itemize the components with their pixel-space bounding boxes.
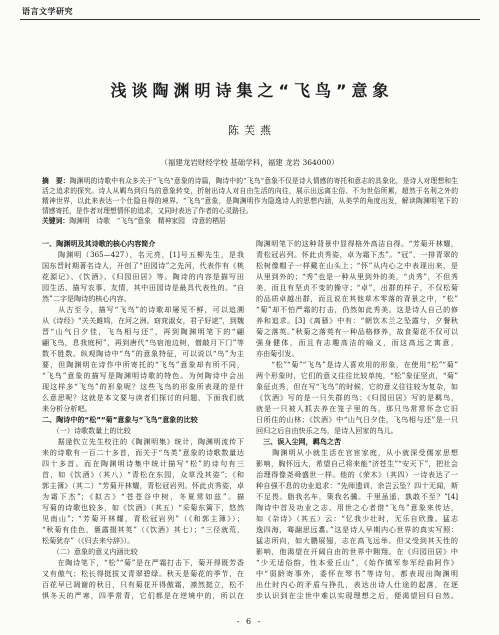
abstract-label: 摘 要： xyxy=(42,177,70,185)
text-line: 要，但陶渊明在诗作中所寄托的“飞鸟”意象却有所不同， xyxy=(42,360,244,369)
section-heading: 二、陶诗中的“松”“菊”意象与“飞鸟”意象的比较 xyxy=(42,415,198,424)
abstract-line xyxy=(42,206,458,216)
abstract-line xyxy=(42,196,458,206)
text-line: 日所住的山林；《饮酒》中“山气日夕佳，飞鸟相与还”是一只 xyxy=(256,415,458,424)
page-number: - 6 - xyxy=(236,617,263,626)
text-line: “少无适俗韵，性本爱丘山”，《始作镇军参军经曲阿作》 xyxy=(256,558,458,567)
text-line: 影响，胸怀远大，希望自己将来能“济苍生”“安天下”，把社会 xyxy=(256,459,458,468)
text-line: 首，如《饮酒》（其八）“青松在东园，众草没其姿”；《和 xyxy=(42,470,244,479)
text-line: 不足畏。脂我名车，策我名骥。千里虽遥，孰敢不至？”[4] xyxy=(256,492,458,501)
abstract-line xyxy=(42,176,458,186)
text-line: 美，而且有坚贞不变的操守；“卓”，出群的样子，不仅松菊 xyxy=(256,283,458,292)
text-line: 强身健体，而且有志趣高洁的喻义，而这高远之寓意， xyxy=(256,338,458,347)
abstract-text: 情感寄托，是作者对理想情怀的追求，又同时表达了作者的心灵路径。 xyxy=(42,207,253,215)
running-header: 语言文学研究 xyxy=(22,7,73,16)
abstract-text: 陶渊明的诗歌中有众多关于“飞鸟”意象的诗篇，陶诗中的“飞鸟”意象不仅是诗人情感的寄托和意志的具象化，是诗人对理想和生 xyxy=(69,177,459,185)
article-title: 浅谈陶渊明诗集之“飞鸟”意象 xyxy=(110,81,394,100)
text-line: 逸四海，骞翮思远翥。”这是诗人早期内心世界的真实写照： xyxy=(256,525,458,534)
text-line: 在陶诗笔下，“松”“菊”是在严霜打击下，菊开得既芳香 xyxy=(42,558,244,567)
text-line: 松树像帽子一样戴在山头上；“怀”从内心之中表现出来，是 xyxy=(256,261,458,270)
text-line: 翩飞鸟，息我庭柯”，再到唐代“鸟宿池边树，僧敲月下门”等 xyxy=(42,338,244,347)
section-heading: 三、误入尘网，羁鸟之苦 xyxy=(256,437,342,446)
text-line: 陶渊明笔下的这种背景中显得格外高洁自得。“芳菊开林耀， xyxy=(256,239,458,248)
text-line: 《饮酒》写的是一只失群的鸟；《归园田居》写的是羁鸟， xyxy=(256,393,458,402)
text-line: 百花早已凋谢的秋日，只有菊花开得傲霜，凛然挺立，松不 xyxy=(42,580,244,589)
text-line: 两个形象时，它们的意义往往比较单纯，“松”象征坚贞，“菊” xyxy=(256,371,458,380)
abstract-block xyxy=(42,176,458,226)
left-column xyxy=(42,238,244,601)
text-line: 又有傲气；松长得挺拔又青翠碧绿。秋天是菊花的季节，在 xyxy=(42,569,244,578)
text-line: 种自强不息的功业追求：“先师遗训，余岂云坠？四十无闻，斯 xyxy=(256,481,458,490)
text-line: 来的诗歌有一百二十多首，而关于“鸟类”意象的诗歌数量达 xyxy=(42,448,244,457)
text-line: 菊之落英。”秋菊之落英有一种品格修养，故食菊花不仅可以 xyxy=(256,327,458,336)
text-line: “菊”却不怕严霜的打击，仍然如此秀美。这是诗人自己的修 xyxy=(256,305,458,314)
header-rule xyxy=(20,19,480,20)
abstract-text: 精神世界，以此来表达一个仕隐自得的境界。“飞鸟”意象，是陶渊明作为隐逸诗人的思想内涵，从美学的角度出发，解读陶渊明笔下的 xyxy=(42,197,458,205)
text-line: 惧冬天的严寒，四季常青，它们都是在逆境中的，所以在 xyxy=(42,591,244,600)
text-line: 花源记》、《饮酒》、《归园田居》等。陶诗的内容是描写田 xyxy=(42,272,244,281)
text-line: 从里到外的；“秀”也是一种从里到外的美，“贞秀”，不但秀 xyxy=(256,272,458,281)
text-line: 猛志所向，如大鹏展翅，志在高飞远举。但又受到其天性的 xyxy=(256,536,458,545)
keywords-label: 关键词： xyxy=(42,217,70,225)
text-line: 陶渊明从小就生活在官宦家庭，从小就深受儒家思想 xyxy=(256,448,458,457)
text-line: 治理得像尧舜盛世一样。他的《荣木》（其四）一诗表达了一 xyxy=(256,470,458,479)
text-line: 见南山”；“芳菊开林耀，青松冠岩列”（《和郭主簿》）； xyxy=(42,514,244,523)
text-line: 据逯钦立先生校注的《陶渊明集》统计，陶渊明流传下 xyxy=(42,437,244,446)
text-line: 晋“山气日夕佳，飞鸟相与还”，再到陶渊明笔下的“翩 xyxy=(42,327,244,336)
section-heading: 一、陶渊明及其诗歌的核心内容简介 xyxy=(42,239,156,248)
text-line: 步认识到在尘世中难以实现理想之后，便渴望回归自然。 xyxy=(256,591,458,600)
text-line: 从古至今，描写“飞鸟”的诗歌却屡见不鲜，可以追溯 xyxy=(42,305,244,314)
text-line: 现这样多“飞鸟”的形象呢？这些飞鸟的形象所表现的是什 xyxy=(42,382,244,391)
text-line: 陶渊明（365—427），名元亮，[1]号五柳先生，是我 xyxy=(42,250,244,259)
right-column xyxy=(256,238,458,601)
author-affiliation: （福建龙岩财经学校 基础学科，福建 龙岩 364000） xyxy=(160,158,339,167)
text-line: 四十多首。而在陶渊明诗集中统计描写“松”的诗句有三 xyxy=(42,459,244,468)
text-line: 如《杂诗》（其五）云：“忆我少壮时，无乐自欣豫。猛志 xyxy=(256,514,458,523)
text-line: 回归之后自由快乐之鸟，是诗人回家的鸟儿。 xyxy=(256,426,398,435)
text-line: （二）意象的意义内涵比较 xyxy=(42,547,138,556)
text-line: 园生活、描写农事、友情，其中田园诗是最具代表性的。“自 xyxy=(42,283,244,292)
text-line: （一）诗歌数量上的比较 xyxy=(42,426,131,435)
text-line: 象征贞秀，但在写“飞鸟”的时候，它的意义往往较为复杂，如 xyxy=(256,382,458,391)
text-line: 中“弱龄寄事外，委怀在琴书”等诗句，都表现出陶渊明 xyxy=(256,569,458,578)
text-line: 然”二字是陶诗的核心内容。 xyxy=(42,294,131,303)
text-line: 青松冠岩列。怀此贞秀姿，卓为霜下杰”。“冠”，一排青翠的 xyxy=(256,250,458,259)
text-line: “松”“菊”“飞鸟”是诗人喜欢用的形象，在使用“松”“菊” xyxy=(256,360,458,369)
text-line: 松菊犹存”（《归去来兮辞》）。 xyxy=(42,536,135,545)
text-line: 出仕时内心的矛盾与挣扎，表达出诗人仕途的起落，在逐 xyxy=(256,580,458,589)
text-line: 写菊的诗歌也较多，如《饮酒》（其五）“采菊东篱下，悠然 xyxy=(42,503,244,512)
text-line: 来分析分析吧。 xyxy=(42,404,92,413)
text-line: 陶诗中首及功业之志、用世之心者借“飞鸟”意象来传达， xyxy=(256,503,458,512)
keywords-line xyxy=(42,216,458,226)
author-name: 陈芙燕 xyxy=(228,124,276,137)
text-line: 亦由菊引发。 xyxy=(256,349,299,358)
text-line: 养和追求。[3]《离骚》中有：“朝饮木兰之坠露兮，夕餐秋 xyxy=(256,316,458,325)
text-line: “飞鸟”意象的描写是陶渊明诗歌的特色。为何陶诗中会出 xyxy=(42,371,244,380)
keywords-text: 陶渊明 诗歌 “飞鸟”意象 精神家园 诗意的栖居 xyxy=(69,217,226,225)
text-line: 从《诗经》“关关雎鸠，在河之洲。窈窕淑女，君子好逑”，到魏 xyxy=(42,316,244,325)
text-line: 为霜下杰”；《拟古》“苍苍谷中树，冬夏常如兹”。描 xyxy=(42,492,244,501)
abstract-line xyxy=(42,186,458,196)
text-line: 数不胜数。纵观陶诗中“鸟”的意象特征，可以说以“鸟”为主 xyxy=(42,349,244,358)
text-line: 么意思呢？这就是本文要与读者们探讨的问题，下面我们就 xyxy=(42,393,244,402)
text-line: 郭主簿》（其二）“芳菊开林耀，青松冠岩列。怀此贞秀姿，卓 xyxy=(42,481,244,490)
text-line: 影响，他渴望在开阔自由的世界中翱翔。在《归园田居》中 xyxy=(256,547,458,556)
text-line: 的品质卓越出群，而且说在其他草木零落的背景之中，“松” xyxy=(256,294,458,303)
abstract-text: 活之追求的探究。诗人从羁鸟到归鸟的意象转变，折射出诗人对自由生活的向往，展示出远离尘俗、不为世俗所累，超然于名利之外的 xyxy=(42,187,458,195)
text-line: 就是一只被人抓去养在笼子里的鸟，那只鸟常常怀念它旧 xyxy=(256,404,458,413)
text-line: 国东晋时期著名诗人，开创了“田园诗”之先河，代表作有《桃 xyxy=(42,261,244,270)
text-line: “秋菊有佳色，裛露掇其英”（《饮酒》其七）；“三径就荒， xyxy=(42,525,244,534)
